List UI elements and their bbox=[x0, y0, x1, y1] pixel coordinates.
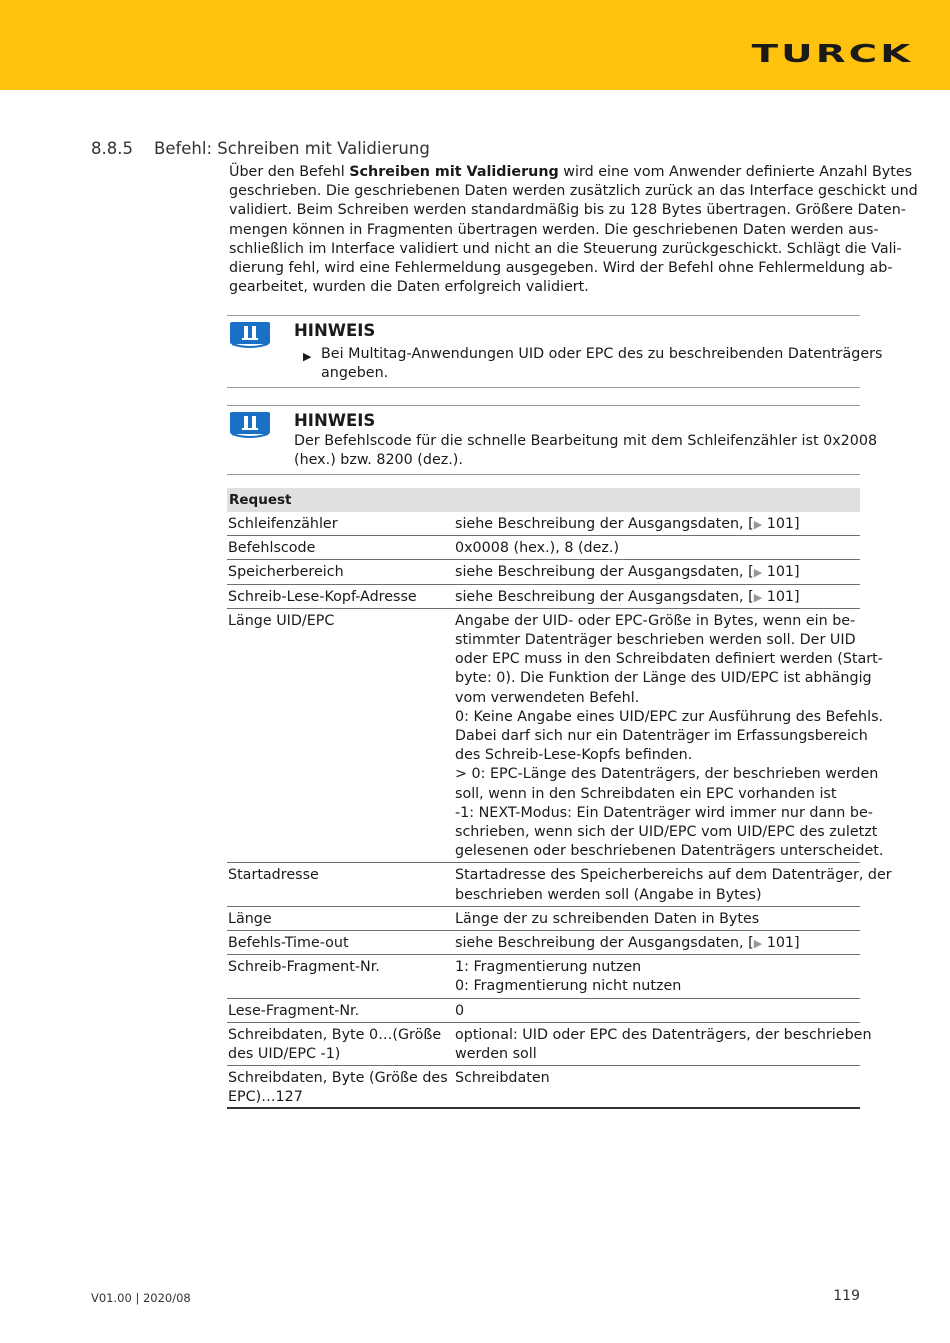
cross-reference-link[interactable]: siehe Beschreibung der Ausgangsdaten, [▶ 101] bbox=[455, 564, 800, 581]
table-row bbox=[227, 609, 884, 864]
table-row bbox=[227, 585, 860, 609]
parameter-value: optional: UID oder EPC des Datenträgers, der beschrieben werden soll bbox=[455, 1026, 872, 1062]
note-text: Der Befehlscode für die schnelle Bearbeitung mit dem Schleifenzähler ist 0x2008 bbox=[294, 433, 878, 449]
manual-book-icon bbox=[230, 412, 270, 438]
page-number: 119 bbox=[833, 1288, 860, 1304]
table-row bbox=[227, 931, 860, 955]
note-text: (hex.) bzw. 8200 (dez.). bbox=[294, 452, 463, 468]
xref-arrow-icon: ▶ bbox=[753, 518, 763, 531]
note-box-befehlscode bbox=[227, 405, 878, 475]
note-text: Bei Multitag-Anwendungen UID oder EPC des zu beschreibenden Datenträgers bbox=[321, 346, 883, 362]
parameter-value bbox=[455, 515, 860, 534]
parameter-value bbox=[455, 934, 860, 953]
cross-reference-link[interactable]: siehe Beschreibung der Ausgangsdaten, [▶ 101] bbox=[455, 934, 800, 951]
intro-line: geschrieben. Die geschriebenen Daten werden zusätzlich zurück an das Interface geschickt und bbox=[229, 183, 918, 200]
table-row bbox=[227, 955, 860, 998]
intro-line: Über den Befehl Schreiben mit Validierung wird eine vom Anwender definierte Anzahl Bytes bbox=[229, 164, 913, 180]
table-row bbox=[227, 999, 860, 1023]
parameter-name: Lese-Fragment-Nr. bbox=[228, 1002, 360, 1019]
intro-line: schließlich im Interface validiert und nicht an die Steuerung zurückgeschickt. Schlägt die Vali- bbox=[229, 240, 902, 257]
note-title: HINWEIS bbox=[294, 411, 376, 430]
command-name: Schreiben mit Validierung bbox=[349, 164, 559, 180]
parameter-name: Speicherbereich bbox=[228, 564, 344, 581]
table-row bbox=[227, 907, 860, 931]
note-text: angeben. bbox=[321, 365, 389, 381]
parameter-name: Länge UID/EPC bbox=[228, 612, 335, 629]
parameter-value: Startadresse des Speicherbereichs auf dem Datenträger, der beschrieben werden soll (Angabe in Bytes) bbox=[455, 867, 892, 903]
parameter-value: Schreibdaten bbox=[455, 1070, 550, 1087]
note-box-multitag bbox=[227, 315, 883, 388]
intro-paragraph bbox=[229, 163, 918, 297]
intro-line: mengen können in Fragmenten übertragen werden. Die geschriebenen Daten werden aus- bbox=[229, 221, 879, 238]
parameter-value: 1: Fragmentierung nutzen 0: Fragmentierung nicht nutzen bbox=[455, 959, 682, 995]
intro-line: validiert. Beim Schreiben werden standardmäßig bis zu 128 Bytes übertragen. Größere Daten- bbox=[229, 202, 906, 219]
intro-line: gearbeitet, wurden die Daten erfolgreich validiert. bbox=[229, 279, 589, 296]
table-body bbox=[227, 512, 892, 1109]
intro-line: dierung fehl, wird eine Fehlermeldung ausgegeben. Wird der Befehl ohne Fehlermeldung ab- bbox=[229, 260, 893, 277]
request-table bbox=[227, 488, 892, 1109]
turck-logo: TURCK bbox=[751, 39, 913, 68]
parameter-name: Schreib-Fragment-Nr. bbox=[228, 959, 380, 976]
table-row bbox=[227, 560, 860, 584]
parameter-name: Befehlscode bbox=[228, 540, 316, 557]
parameter-value: 0x0008 (hex.), 8 (dez.) bbox=[455, 540, 620, 557]
table-header: Request bbox=[227, 488, 860, 512]
parameter-value bbox=[455, 563, 860, 582]
parameter-value: Angabe der UID- oder EPC-Größe in Bytes, wenn ein be- stimmter Datenträger beschrieben werden soll. Der UID oder EPC muss in den Schreibdaten definiert werden (Start- byte: 0). Die Funktion der Länge des UID/EPC ist abhängig vom verwendeten Befehl. 0: Keine Angabe eines UID/EPC zur Ausführung des Befehls. Dabei darf sich nur ein Datenträger im Erfassungsbereich des Schreib-Lese-Kopfs befinden. > 0: EPC-Länge des Datenträgers, der beschrieben werden soll, wenn in den Schreibdaten ein EPC vorhanden ist -1: NEXT-Modus: Ein Datenträger wird immer nur dann be- schrieben, wenn sich der UID/EPC vom UID/EPC des zuletzt gelesenen oder beschriebenen Datenträgers unterscheidet. bbox=[455, 612, 884, 860]
table-row bbox=[227, 863, 892, 906]
manual-book-icon bbox=[230, 322, 270, 348]
xref-arrow-icon: ▶ bbox=[753, 566, 763, 580]
section-number: 8.8.5 bbox=[91, 139, 133, 158]
cross-reference-link[interactable]: siehe Beschreibung der Ausgangsdaten, [▶ 101] bbox=[455, 516, 800, 532]
table-row bbox=[227, 512, 860, 536]
bullet-triangle-icon: ▶ bbox=[303, 350, 312, 363]
footer-version: V01.00 | 2020/08 bbox=[91, 1291, 191, 1305]
cross-reference-link[interactable]: siehe Beschreibung der Ausgangsdaten, [▶ 101] bbox=[455, 588, 800, 605]
note-title: HINWEIS bbox=[294, 321, 376, 340]
xref-arrow-icon: ▶ bbox=[753, 936, 763, 950]
parameter-name: Schreibdaten, Byte 0…(Größe des UID/EPC -1) bbox=[228, 1026, 442, 1062]
parameter-name: Befehls-Time-out bbox=[228, 934, 349, 951]
xref-arrow-icon: ▶ bbox=[753, 590, 763, 604]
parameter-value: 0 bbox=[455, 1002, 465, 1019]
table-row bbox=[227, 1066, 860, 1109]
table-row bbox=[227, 1023, 872, 1066]
parameter-name: Startadresse bbox=[228, 867, 319, 884]
parameter-name: Schleifenzähler bbox=[228, 516, 338, 532]
table-row bbox=[227, 536, 860, 560]
parameter-name: Länge bbox=[228, 910, 272, 927]
parameter-value bbox=[455, 588, 860, 607]
parameter-name: Schreib-Lese-Kopf-Adresse bbox=[228, 588, 417, 605]
parameter-name: Schreibdaten, Byte (Größe des EPC)…127 bbox=[228, 1070, 448, 1106]
parameter-value: Länge der zu schreibenden Daten in Bytes bbox=[455, 910, 760, 927]
section-title: Befehl: Schreiben mit Validierung bbox=[154, 139, 430, 158]
